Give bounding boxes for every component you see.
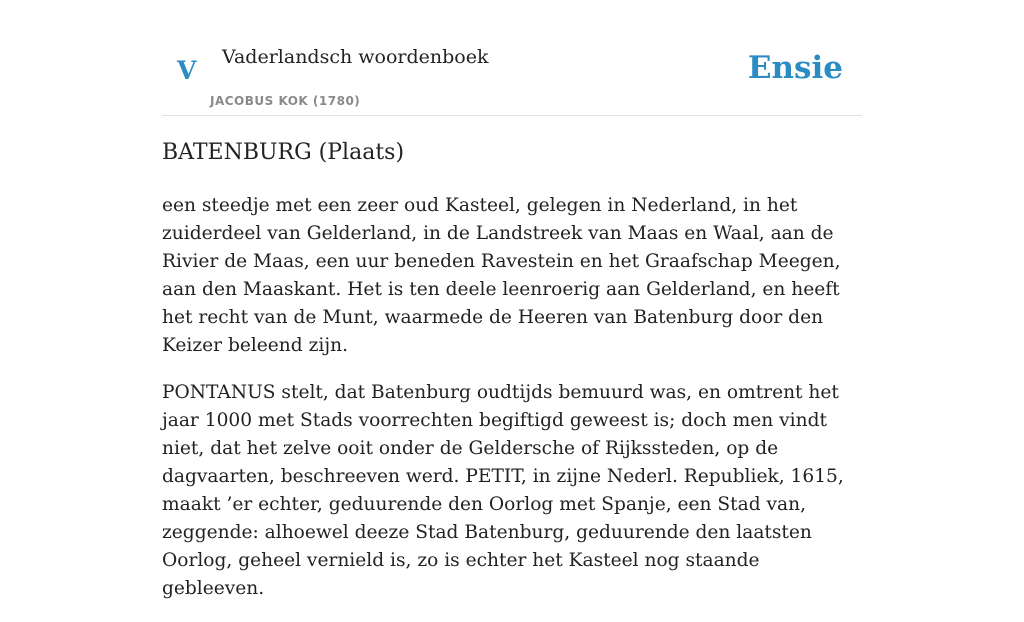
book-letter-link[interactable]: V — [177, 56, 197, 85]
book-author: JACOBUS KOK (1780) — [210, 94, 361, 108]
entry-paragraph: een steedje met een zeer oud Kasteel, gelegen in Nederland, in het zuiderdeel van Gelderland, in de Landstreek van Maas en Waal, aan de Rivier de Maas, een uur beneden Ravestein en het Graafschap Meegen, aan den Maaskant. Het is ten deele leenroerig aan Gelderland, en heeft het recht van de Munt, waarmede de Heeren van Batenburg door den Keizer beleend zijn. — [162, 195, 841, 356]
header — [162, 30, 862, 116]
entry-title: BATENBURG (Plaats) — [162, 140, 405, 165]
book-title-link[interactable]: Vaderlandsch woordenboek — [222, 46, 489, 68]
entry-paragraph: PONTANUS stelt, dat Batenburg oudtijds bemuurd was, en omtrent het jaar 1000 met Stads voorrechten begiftigd geweest is; doch men vindt niet, dat het zelve ooit onder de Geldersche of Rijkssteden, op de dagvaarten, beschreeven werd. PETIT, in zijne Nederl. Republiek, 1615, maakt ’er echter, geduurende den Oorlog met Spanje, een Stad van, zeggende: alhoewel deeze Stad Batenburg, geduurende den laatsten Oorlog, geheel vernield is, zo is echter het Kasteel nog staande gebleeven. — [162, 382, 844, 599]
site-logo[interactable]: Ensie — [747, 50, 843, 86]
entry-content — [162, 192, 867, 622]
